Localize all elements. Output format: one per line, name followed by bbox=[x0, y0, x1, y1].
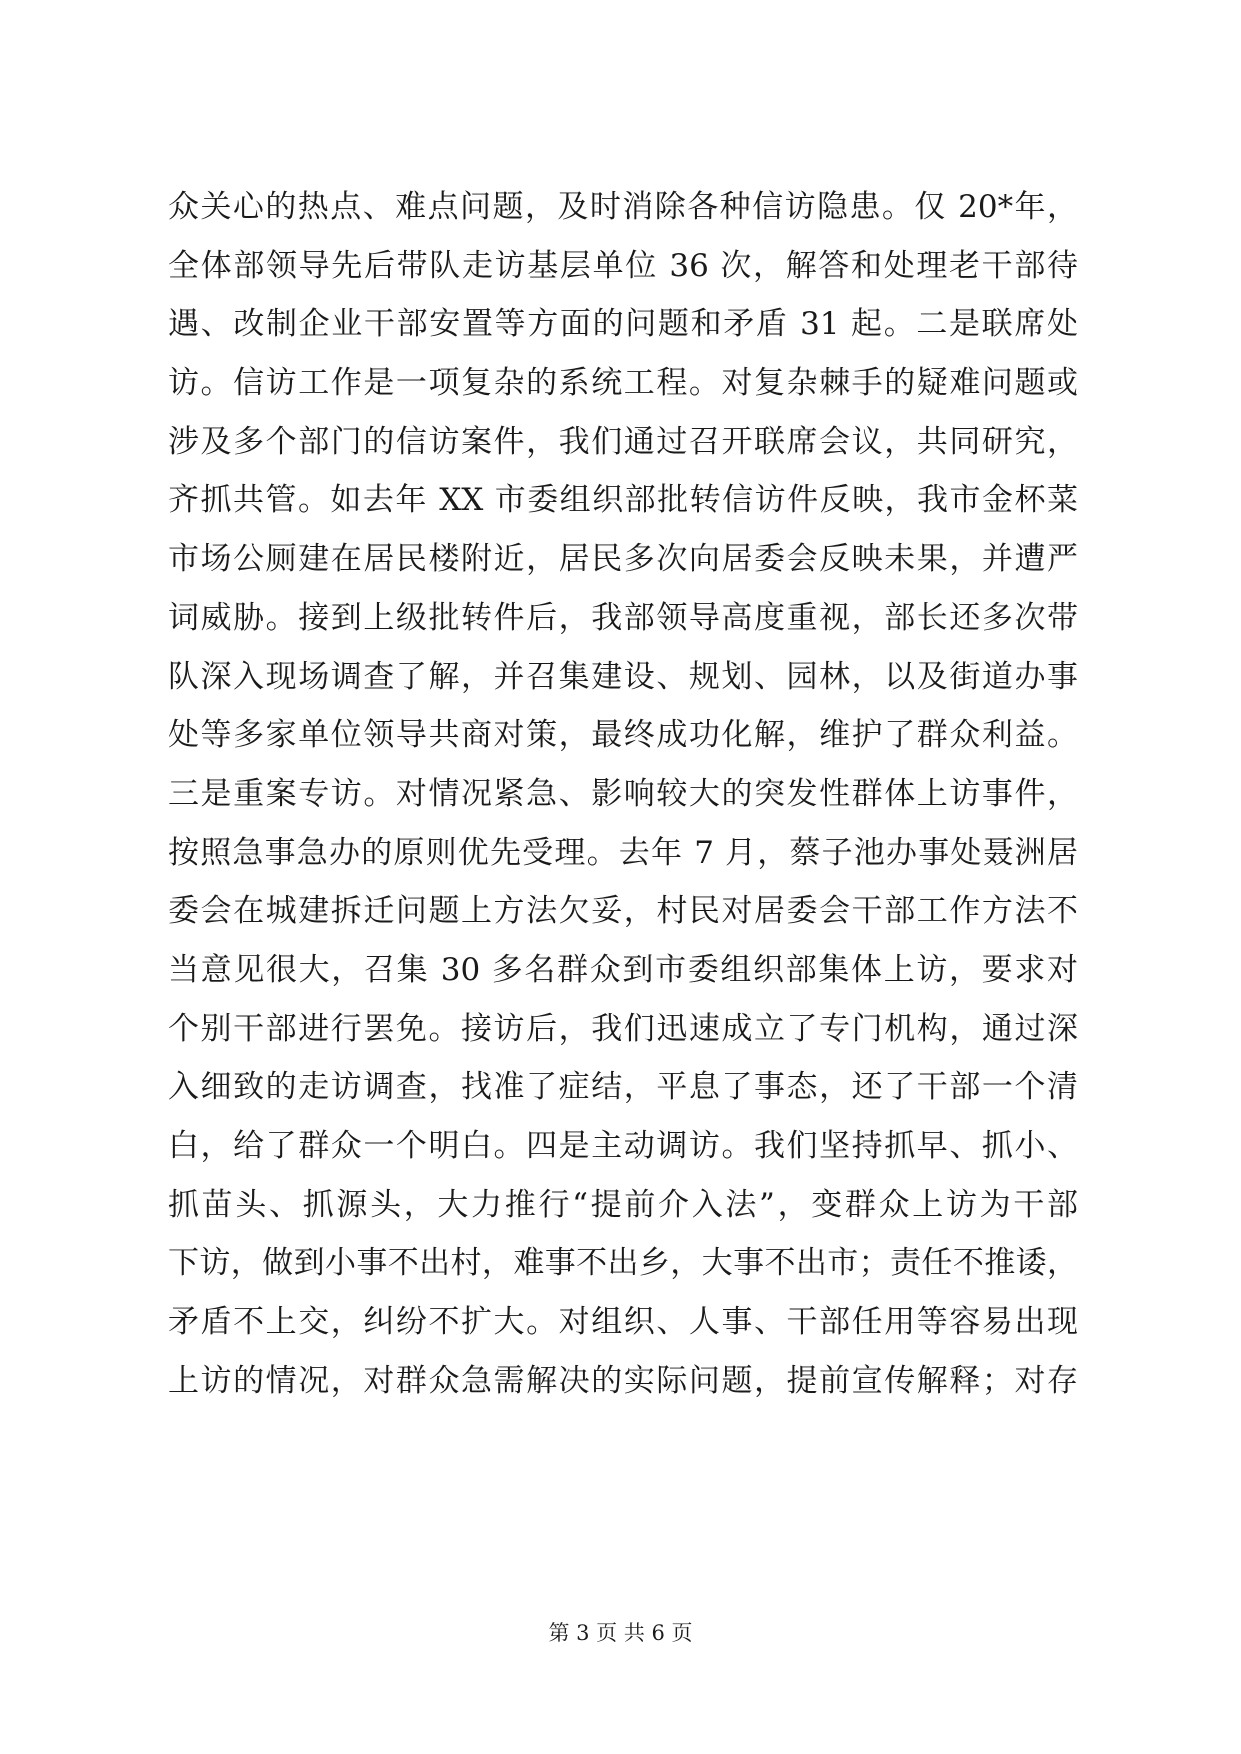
text-line: 词威胁。接到上级批转件后，我部领导高度重视，部长还多次带 bbox=[168, 599, 1078, 636]
text-line: 下访，做到小事不出村，难事不出乡，大事不出市；责任不推诿， bbox=[168, 1245, 1078, 1282]
text-line: 齐抓共管。如去年 XX 市委组织部批转信访件反映，我市金杯菜 bbox=[168, 482, 1078, 519]
body-text bbox=[168, 178, 1078, 1410]
text-line: 全体部领导先后带队走访基层单位 36 次，解答和处理老干部待 bbox=[168, 247, 1078, 284]
page-footer bbox=[0, 1618, 1241, 1648]
text-line: 白，给了群众一个明白。四是主动调访。我们坚持抓早、抓小、 bbox=[168, 1128, 1078, 1164]
text-line: 三是重案专访。对情况紧急、影响较大的突发性群体上访事件， bbox=[168, 775, 1078, 812]
text-line: 矛盾不上交，纠纷不扩大。对组织、人事、干部任用等容易出现 bbox=[168, 1304, 1078, 1341]
text-line: 当意见很大，召集 30 多名群众到市委组织部集体上访，要求对 bbox=[168, 951, 1078, 988]
text-line: 入细致的走访调查，找准了症结，平息了事态，还了干部一个清 bbox=[168, 1069, 1078, 1106]
page-number: 第 3 页 共 6 页 bbox=[548, 1621, 693, 1645]
text-line: 众关心的热点、难点问题，及时消除各种信访隐患。仅 20*年， bbox=[168, 189, 1078, 225]
text-line: 抓苗头、抓源头，大力推行“提前介入法”，变群众上访为干部 bbox=[168, 1186, 1078, 1223]
text-line: 队深入现场调查了解，并召集建设、规划、园林，以及街道办事 bbox=[168, 658, 1078, 695]
text-line: 访。信访工作是一项复杂的系统工程。对复杂棘手的疑难问题或 bbox=[168, 365, 1078, 402]
text-line: 按照急事急办的原则优先受理。去年 7 月，蔡子池办事处聂洲居 bbox=[168, 834, 1078, 871]
text-line: 涉及多个部门的信访案件，我们通过召开联席会议，共同研究， bbox=[168, 423, 1078, 460]
text-line: 个别干部进行罢免。接访后，我们迅速成立了专门机构，通过深 bbox=[168, 1010, 1078, 1047]
text-line: 处等多家单位领导共商对策，最终成功化解，维护了群众利益。 bbox=[168, 717, 1078, 754]
text-line: 遇、改制企业干部安置等方面的问题和矛盾 31 起。二是联席处 bbox=[168, 306, 1078, 343]
text-line: 委会在城建拆迁问题上方法欠妥，村民对居委会干部工作方法不 bbox=[168, 893, 1078, 930]
text-line: 市场公厕建在居民楼附近，居民多次向居委会反映未果，并遭严 bbox=[168, 541, 1078, 578]
text-line: 上访的情况，对群众急需解决的实际问题，提前宣传解释；对存 bbox=[168, 1362, 1078, 1399]
